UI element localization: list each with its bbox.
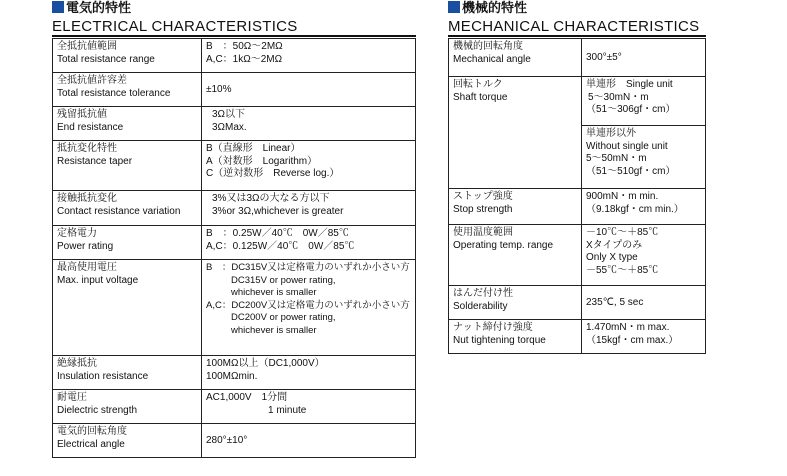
value-cell bbox=[202, 107, 416, 141]
cell-text: 3Ω以下 bbox=[212, 109, 246, 120]
cell-text: 全抵抗値許容差 bbox=[57, 75, 127, 86]
cell-text: （15kgf・cm max.） bbox=[586, 334, 679, 346]
cell-text: Total resistance range bbox=[57, 53, 155, 65]
cell-text: ナット締付け強度 bbox=[453, 322, 533, 333]
label-cell bbox=[53, 226, 202, 260]
cell-text: Xタイプのみ bbox=[586, 239, 643, 251]
label-cell bbox=[449, 39, 582, 77]
table-row bbox=[53, 260, 416, 356]
cell-text: Solderability bbox=[453, 300, 508, 312]
cell-text: AC1,000V 1分間 bbox=[206, 392, 288, 403]
cell-text: 絶縁抵抗 bbox=[57, 358, 97, 369]
cell-text: B ：DC315V又は定格電力のいずれか小さい方 bbox=[206, 262, 410, 273]
label-cell bbox=[449, 77, 582, 189]
cell-text: はんだ付け性 bbox=[453, 288, 513, 299]
table-row bbox=[53, 191, 416, 226]
cell-text: 使用温度範囲 bbox=[453, 227, 513, 238]
cell-text: B（直線形 Linear） bbox=[206, 143, 301, 154]
cell-text: Dielectric strength bbox=[57, 404, 138, 416]
value-cell bbox=[582, 39, 706, 77]
cell-text: ストップ強度 bbox=[453, 191, 513, 202]
cell-text: 単連形 Single unit bbox=[586, 79, 673, 90]
value-cell bbox=[582, 225, 706, 286]
cell-text: 3ΩMax. bbox=[212, 121, 247, 133]
heading-rule bbox=[52, 35, 416, 37]
cell-text: －10℃～＋85℃ bbox=[586, 227, 659, 238]
value-cell bbox=[582, 77, 706, 126]
label-cell bbox=[449, 286, 582, 320]
cell-text: 回転トルク bbox=[453, 79, 503, 90]
cell-text: Contact resistance variation bbox=[57, 205, 181, 217]
cell-text: 抵抗変化特性 bbox=[57, 143, 117, 154]
table-row bbox=[53, 226, 416, 260]
cell-text: （51～306gf・cm） bbox=[586, 104, 676, 115]
table-row bbox=[53, 107, 416, 141]
cell-text: 235℃, 5 sec bbox=[586, 297, 644, 309]
table-row bbox=[53, 39, 416, 73]
label-cell bbox=[53, 424, 202, 458]
table-row bbox=[449, 39, 706, 77]
cell-text: 3%or 3Ω,whichever is greater bbox=[212, 205, 344, 217]
label-cell bbox=[53, 107, 202, 141]
cell-text: Shaft torque bbox=[453, 91, 508, 103]
value-cell bbox=[202, 73, 416, 107]
table-row bbox=[449, 77, 706, 126]
value-cell bbox=[202, 390, 416, 424]
cell-text: Nut tightening torque bbox=[453, 334, 546, 346]
cell-text: 接触抵抗変化 bbox=[57, 193, 117, 204]
table-row bbox=[53, 356, 416, 390]
mechanical-heading-en: MECHANICAL CHARACTERISTICS bbox=[448, 18, 700, 35]
cell-text: 3%又は3Ωの大なる方以下 bbox=[212, 193, 330, 204]
label-cell bbox=[53, 191, 202, 226]
electrical-table bbox=[52, 38, 416, 458]
table-row bbox=[53, 141, 416, 191]
label-cell bbox=[53, 141, 202, 191]
cell-text: C（逆対数形 Reverse log.） bbox=[206, 168, 340, 179]
cell-text: Only X type bbox=[586, 252, 638, 263]
cell-text: 1 minute bbox=[268, 404, 307, 416]
cell-text: Resistance taper bbox=[57, 155, 133, 167]
heading-rule bbox=[448, 35, 706, 37]
cell-text: 300°±5° bbox=[586, 52, 622, 64]
cell-text: Operating temp. range bbox=[453, 239, 554, 251]
cell-text: 5～30mN・m bbox=[588, 91, 649, 103]
cell-text: 900mN・m min. bbox=[586, 191, 659, 202]
cell-text: 電気的回転角度 bbox=[57, 426, 127, 437]
table-row bbox=[53, 73, 416, 107]
value-cell bbox=[202, 141, 416, 191]
value-cell bbox=[202, 226, 416, 260]
cell-text: 5～50mN・m bbox=[586, 153, 647, 164]
label-cell bbox=[53, 260, 202, 356]
cell-text: Stop strength bbox=[453, 203, 513, 215]
mechanical-table bbox=[448, 38, 706, 354]
value-cell bbox=[202, 39, 416, 73]
label-cell bbox=[449, 225, 582, 286]
cell-text: Power rating bbox=[57, 240, 114, 252]
cell-text: End resistance bbox=[57, 121, 124, 133]
cell-text: A,C：0.125W／40℃ 0W／85℃ bbox=[206, 240, 355, 252]
heading-square-icon bbox=[448, 1, 460, 13]
label-cell bbox=[53, 390, 202, 424]
cell-text: Without single unit bbox=[586, 140, 668, 152]
mechanical-heading-jp: 機械的特性 bbox=[448, 0, 527, 17]
cell-text: （51～510gf・cm） bbox=[586, 165, 676, 177]
cell-text: Max. input voltage bbox=[57, 274, 139, 286]
label-cell bbox=[449, 189, 582, 225]
value-cell bbox=[202, 260, 416, 356]
electrical-heading-jp: 電気的特性 bbox=[52, 0, 131, 17]
table-row bbox=[449, 189, 706, 225]
label-cell bbox=[53, 39, 202, 73]
cell-text: 全抵抗値範囲 bbox=[57, 41, 117, 52]
label-cell bbox=[53, 73, 202, 107]
cell-text: 1.470mN・m max. bbox=[586, 322, 670, 333]
cell-text: 100MΩmin. bbox=[206, 370, 258, 382]
electrical-heading-en: ELECTRICAL CHARACTERISTICS bbox=[52, 18, 298, 35]
cell-text: B ：50Ω～2MΩ bbox=[206, 41, 283, 52]
value-cell bbox=[582, 126, 706, 189]
cell-text: ±10% bbox=[206, 84, 232, 96]
table-row bbox=[53, 390, 416, 424]
cell-text: 定格電力 bbox=[57, 228, 97, 239]
heading-square-icon bbox=[52, 1, 64, 13]
cell-text: DC315V or power rating, bbox=[231, 274, 336, 286]
table-row bbox=[449, 225, 706, 286]
cell-text: whichever is smaller bbox=[231, 287, 317, 298]
value-cell bbox=[202, 191, 416, 226]
cell-text: 機械的回転角度 bbox=[453, 41, 523, 52]
label-cell bbox=[53, 356, 202, 390]
cell-text: Insulation resistance bbox=[57, 370, 149, 382]
cell-text: DC200V or power rating, bbox=[231, 312, 336, 323]
cell-text: －55℃～＋85℃ bbox=[586, 264, 659, 276]
label-cell bbox=[449, 320, 582, 354]
table-row bbox=[53, 424, 416, 458]
cell-text: whichever is smaller bbox=[231, 324, 317, 336]
value-cell bbox=[202, 424, 416, 458]
table-row bbox=[449, 286, 706, 320]
table-row bbox=[449, 320, 706, 354]
cell-text: Electrical angle bbox=[57, 438, 125, 450]
value-cell bbox=[202, 356, 416, 390]
cell-text: A,C：DC200V又は定格電力のいずれか小さい方 bbox=[206, 299, 410, 311]
value-cell bbox=[582, 189, 706, 225]
cell-text: 単連形以外 bbox=[586, 128, 636, 139]
cell-text: 残留抵抗値 bbox=[57, 109, 107, 120]
value-cell bbox=[582, 320, 706, 354]
cell-text: 最高使用電圧 bbox=[57, 262, 117, 273]
cell-text: Total resistance tolerance bbox=[57, 87, 171, 99]
cell-text: 耐電圧 bbox=[57, 392, 87, 403]
cell-text: 280°±10° bbox=[206, 435, 248, 447]
cell-text: A,C：1kΩ～2MΩ bbox=[206, 53, 283, 65]
value-cell bbox=[582, 286, 706, 320]
cell-text: B ：0.25W／40℃ 0W／85℃ bbox=[206, 228, 349, 239]
cell-text: A（対数形 Logarithm） bbox=[206, 155, 318, 167]
cell-text: （9.18kgf・cm min.） bbox=[586, 203, 684, 215]
cell-text: Mechanical angle bbox=[453, 53, 531, 65]
cell-text: 100MΩ以上（DC1,000V） bbox=[206, 358, 325, 369]
